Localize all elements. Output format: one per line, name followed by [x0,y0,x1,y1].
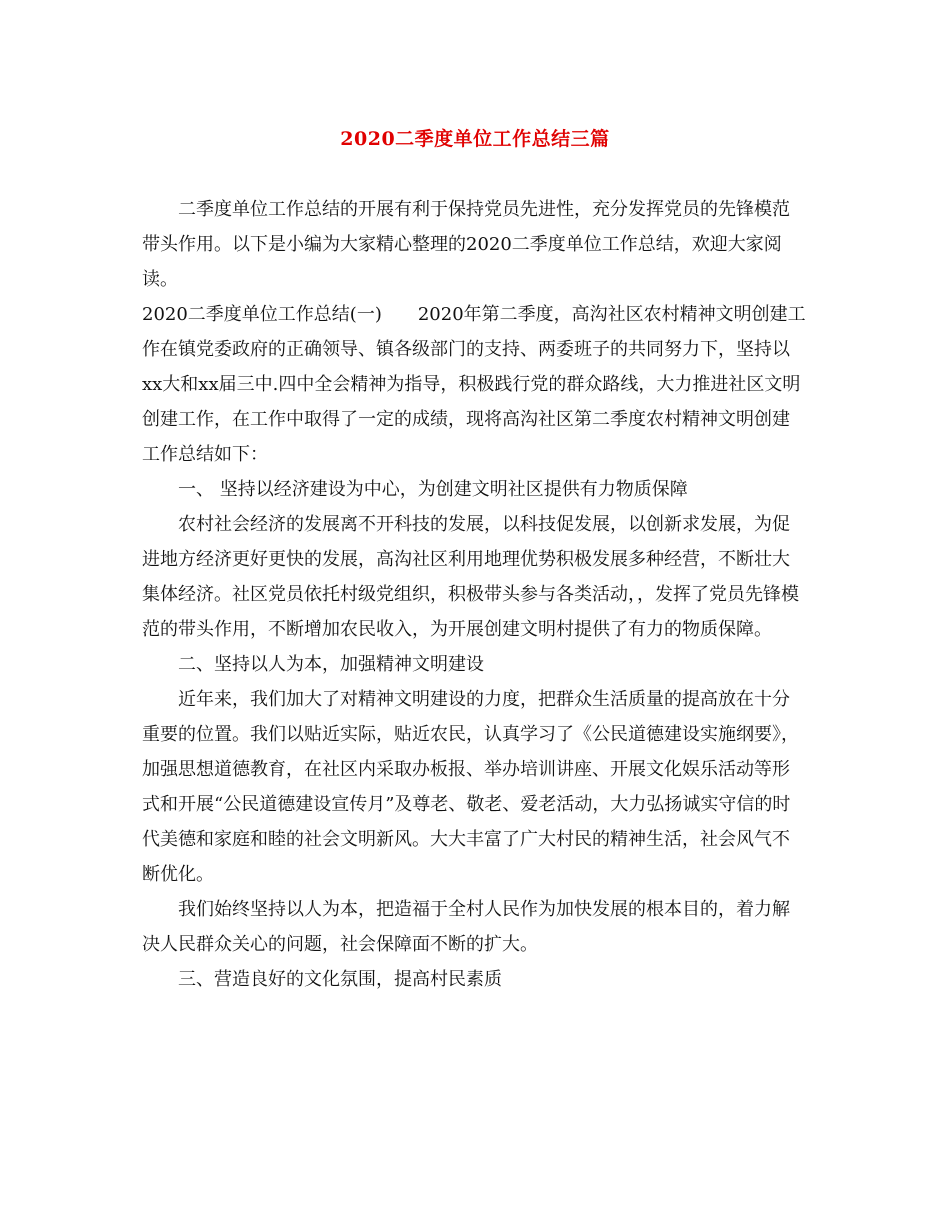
paragraph-spiritual-civilization: 近年来，我们加大了对精神文明建设的力度，把群众生活质量的提高放在十分重要的位置。我们以贴近实际，贴近农民，认真学习了《公民道德建设实施纲要》，加强思想道德教育，在社区内采取办板报、举办培训讲座、开展文化娱乐活动等形式和开展“公民道德建设宣传月”及尊老、敬老、爱老活动，大力弘扬诚实守信的时代美德和家庭和睦的社会文明新风。大大丰富了广大村民的精神生活，社会风气不断优化。 [142,689,799,885]
paragraph-economic-development: 农村社会经济的发展离不开科技的发展，以科技促发展，以创新求发展，为促进地方经济更好更快的发展，高沟社区利用地理优势积极发展多种经营，不断壮大集体经济。社区党员依托村级党组织，积极带头参与各类活动，，发挥了党员先锋模范的带头作用，不断增加农民收入，为开展创建文明村提供了有力的物质保障。 [142,514,799,640]
section-one-paragraph: 2020二季度单位工作总结(一) 2020年第二季度，高沟社区农村精神文明创建工作在镇党委政府的正确领导、镇各级部门的支持、两委班子的共同努力下，坚持以xx大和xx届三中.四中全会精神为指导，积极践行党的群众路线，大力推进社区文明创建工作，在工作中取得了一定的成绩，现将高沟社区第二季度农村精神文明创建工作总结如下： [142,304,806,465]
heading-cultural-atmosphere: 三、营造良好的文化氛围，提高村民素质 [178,969,502,990]
heading-economic-construction: 一、 坚持以经济建设为中心，为创建文明社区提供有力物质保障 [178,479,688,500]
document-body [142,192,806,997]
intro-paragraph: 二季度单位工作总结的开展有利于保持党员先进性，充分发挥党员的先锋模范带头作用。以下是小编为大家精心整理的2020二季度单位工作总结，欢迎大家阅读。 [142,199,790,290]
paragraph-social-security: 我们始终坚持以人为本，把造福于全村人民作为加快发展的根本目的，着力解决人民群众关心的问题，社会保障面不断的扩大。 [142,899,790,955]
heading-people-oriented: 二、坚持以人为本，加强精神文明建设 [178,654,484,675]
document-title: 2020二季度单位工作总结三篇 [340,128,610,150]
